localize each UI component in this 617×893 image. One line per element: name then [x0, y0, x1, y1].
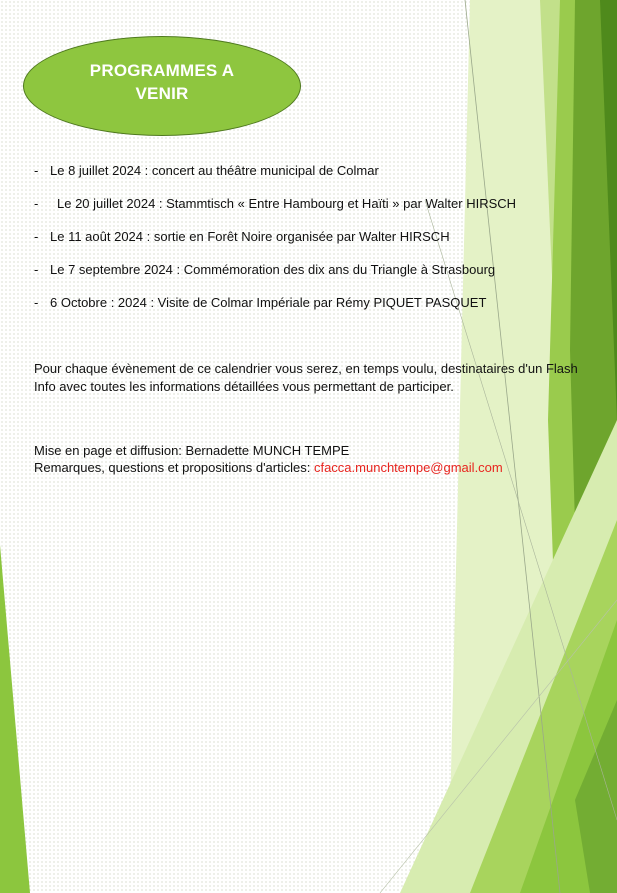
list-dash: - — [34, 295, 39, 310]
list-dash: - — [34, 163, 39, 178]
footer — [34, 442, 503, 476]
left-green-sliver — [0, 545, 30, 893]
layout-credit: Mise en page et diffusion: Bernadette MUNCH TEMPE — [34, 443, 350, 458]
contact-email-link[interactable]: cfacca.munchtempe@gmail.com — [313, 460, 503, 475]
event-text: Le 11 août 2024 : sortie en Forêt Noire organisée par Walter HIRSCH — [50, 229, 450, 244]
list-dash: - — [34, 262, 39, 277]
contact-line — [34, 459, 503, 476]
event-text: 6 Octobre : 2024 : Visite de Colmar Impériale par Rémy PIQUET PASQUET — [50, 295, 487, 310]
event-item — [34, 229, 516, 262]
title-oval — [23, 36, 301, 136]
event-item — [34, 295, 516, 328]
contact-label: Remarques, questions et propositions d'articles: — [34, 460, 314, 475]
event-text: Le 8 juillet 2024 : concert au théâtre municipal de Colmar — [50, 163, 379, 178]
event-item — [34, 163, 516, 196]
notice-paragraph: Pour chaque évènement de ce calendrier vous serez, en temps voulu, destinataires d'un Flash Info avec toutes les informations détaillées vous permettant de participer. — [34, 361, 578, 394]
event-text: Le 7 septembre 2024 : Commémoration des dix ans du Triangle à Strasbourg — [50, 262, 496, 277]
events-list — [34, 163, 516, 328]
event-item — [34, 196, 516, 229]
list-dash: - — [34, 196, 39, 211]
list-dash: - — [34, 229, 39, 244]
page-title: PROGRAMMES A VENIR — [89, 61, 235, 103]
event-text: Le 20 juillet 2024 : Stammtisch « Entre Hambourg et Haïti » par Walter HIRSCH — [57, 196, 517, 211]
event-item — [34, 262, 516, 295]
